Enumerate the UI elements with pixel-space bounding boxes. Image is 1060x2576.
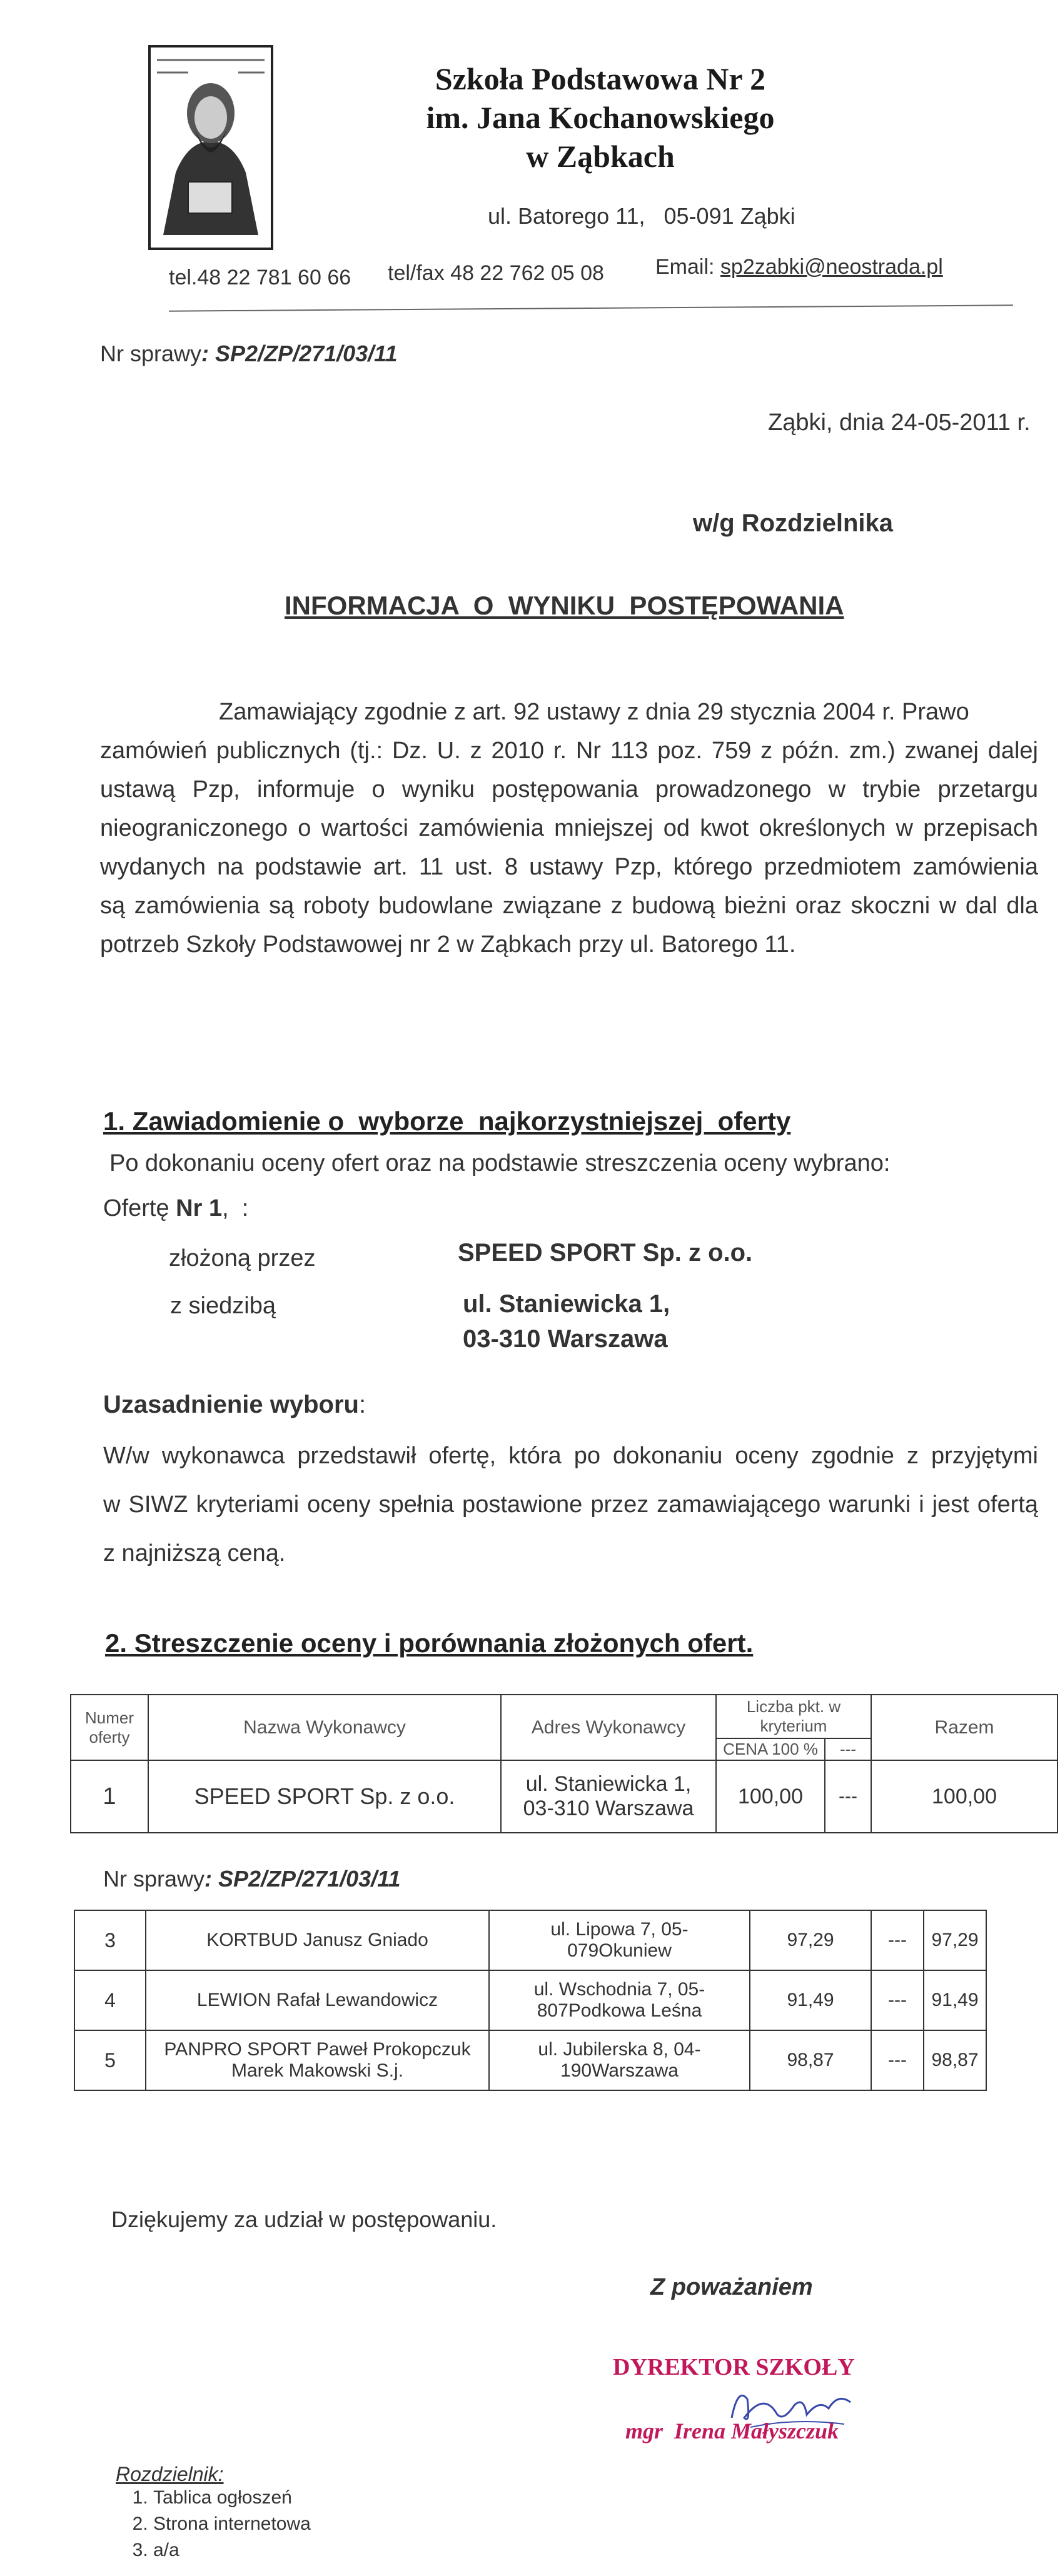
section1-lead: Po dokonaniu oceny ofert oraz na podstawie streszczenia oceny wybrano: <box>109 1150 891 1176</box>
cell-total: 91,49 <box>924 1970 986 2030</box>
offers-table-2 <box>74 1910 987 2091</box>
cell-price: 97,29 <box>750 1910 871 1970</box>
director-stamp-name: mgr Irena Małyszczuk <box>625 2418 839 2443</box>
submitted-by-label: złożoną przez <box>169 1245 316 1271</box>
justification-line: w SIWZ kryteriami oceny spełnia postawione przez zamawiającego warunki i jest ofertą <box>103 1491 1038 1518</box>
distribution-item: 3. a/a <box>153 2537 311 2563</box>
section2-title: 2. Streszczenie oceny i porównania złożonych ofert. <box>105 1628 754 1658</box>
offer-suffix: , : <box>222 1195 249 1221</box>
seat-line2: 03-310 Warszawa <box>463 1325 668 1353</box>
director-stamp-title: DYREKTOR SZKOŁY <box>613 2354 855 2380</box>
offer-prefix: Ofertę <box>103 1195 176 1221</box>
section1-title: 1. Zawiadomienie o wyborze najkorzystniejszej oferty <box>103 1106 791 1136</box>
cell-other: --- <box>871 1970 924 2030</box>
addressee: w/g Rozdzielnika <box>693 509 894 537</box>
cell-name: KORTBUD Janusz Gniado <box>146 1910 489 1970</box>
justification-text <box>103 1431 1038 1578</box>
cell-name: PANPRO SPORT Paweł Prokopczuk Marek Makowski S.j. <box>146 2030 489 2090</box>
cell-address: ul. Wschodnia 7, 05-807Podkowa Leśna <box>489 1970 750 2030</box>
submitted-by-value: SPEED SPORT Sp. z o.o. <box>458 1239 753 1266</box>
cell-price: 100,00 <box>716 1760 825 1833</box>
col-header-points: Liczba pkt. w kryterium <box>716 1695 871 1738</box>
justification-line: z najniższą ceną. <box>103 1540 286 1566</box>
table-header-row <box>71 1695 1057 1738</box>
case-number <box>100 341 398 367</box>
email-label: Email: <box>655 255 720 279</box>
school-telfax: tel/fax 48 22 762 05 08 <box>388 261 604 285</box>
thanks-text: Dziękujemy za udział w postępowaniu. <box>111 2207 497 2232</box>
place-date: Ząbki, dnia 24-05-2011 r. <box>768 409 1031 436</box>
cell-other: --- <box>825 1760 871 1833</box>
cell-total: 100,00 <box>871 1760 1057 1833</box>
school-name-line1: Szkoła Podstawowa Nr 2 <box>435 61 766 96</box>
intro-line: zamówień publicznych (tj.: Dz. U. z 2010 r. Nr 113 poz. 759 z późn. zm.) zwanej dalej <box>100 738 1038 764</box>
cell-other: --- <box>871 2030 924 2090</box>
distribution-item: 1. Tablica ogłoszeń <box>153 2485 311 2511</box>
intro-line: nieograniczonego o wartości zamówienia mniejszej od kwot określonych w przepisach <box>100 815 1038 841</box>
intro-paragraph <box>100 693 1038 964</box>
justification-colon: : <box>358 1391 366 1418</box>
case-number-value: : SP2/ZP/271/03/11 <box>201 341 398 366</box>
case-number-value: : SP2/ZP/271/03/11 <box>204 1866 401 1892</box>
col-header-address: Adres Wykonawcy <box>501 1695 716 1760</box>
cell-price: 98,87 <box>750 2030 871 2090</box>
intro-line: ustawą Pzp, informuje o wyniku postępowania prowadzonego w trybie przetargu <box>100 776 1038 803</box>
cell-number: 5 <box>74 2030 146 2090</box>
school-address: ul. Batorego 11, 05-091 Ząbki <box>488 203 795 229</box>
school-name <box>350 59 851 176</box>
distribution-item: 2. Strona internetowa <box>153 2511 311 2537</box>
intro-line: wydanych na podstawie art. 11 ust. 8 ustawy Pzp, którego przedmiotem zamówienia <box>100 854 1038 880</box>
cell-name: SPEED SPORT Sp. z o.o. <box>148 1760 501 1833</box>
offer-number: Nr 1 <box>176 1195 223 1221</box>
email-link[interactable]: sp2zabki@neostrada.pl <box>720 255 943 279</box>
school-tel: tel.48 22 781 60 66 <box>169 266 351 289</box>
cell-address: ul. Staniewicka 1, 03-310 Warszawa <box>501 1760 716 1833</box>
offers-table-1 <box>70 1694 1058 1833</box>
table-row <box>74 2030 986 2090</box>
letterhead-divider <box>169 304 1013 311</box>
col-header-total: Razem <box>871 1695 1057 1760</box>
justification-title-text: Uzasadnienie wyboru <box>103 1391 359 1418</box>
table-row <box>74 1910 986 1970</box>
school-name-line2: im. Jana Kochanowskiego <box>426 100 775 135</box>
distribution-list <box>119 2485 311 2563</box>
case-number-label: Nr sprawy <box>100 341 202 366</box>
distribution-title: Rozdzielnik: <box>116 2463 224 2485</box>
intro-line: potrzeb Szkoły Podstawowej nr 2 w Ząbkach przy ul. Batorego 11. <box>100 931 796 958</box>
school-name-line3: w Ząbkach <box>526 139 675 174</box>
intro-line: Zamawiający zgodnie z art. 92 ustawy z dnia 29 stycznia 2004 r. Prawo <box>219 699 969 725</box>
col-header-name: Nazwa Wykonawcy <box>148 1695 501 1760</box>
school-email-line <box>655 255 943 279</box>
case-number-repeat <box>103 1866 401 1892</box>
cell-address: ul. Lipowa 7, 05-079Okuniew <box>489 1910 750 1970</box>
seat-value <box>463 1286 670 1356</box>
case-number-label: Nr sprawy <box>103 1866 205 1892</box>
table-row <box>71 1760 1057 1833</box>
closing-text: Z poważaniem <box>650 2274 813 2300</box>
col-header-number: Numer oferty <box>71 1695 148 1760</box>
justification-title <box>103 1391 366 1419</box>
col-header-dash: --- <box>825 1738 871 1760</box>
cell-other: --- <box>871 1910 924 1970</box>
document-title: INFORMACJA O WYNIKU POSTĘPOWANIA <box>285 591 844 620</box>
cell-total: 97,29 <box>924 1910 986 1970</box>
cell-number: 3 <box>74 1910 146 1970</box>
table-row <box>74 1970 986 2030</box>
cell-total: 98,87 <box>924 2030 986 2090</box>
seat-line1: ul. Staniewicka 1, <box>463 1290 670 1318</box>
school-patron-portrait <box>148 45 273 250</box>
justification-line: W/w wykonawca przedstawił ofertę, która po dokonaniu oceny zgodnie z przyjętymi <box>103 1443 1038 1469</box>
selected-offer <box>103 1195 248 1222</box>
cell-number: 1 <box>71 1760 148 1833</box>
cell-price: 91,49 <box>750 1970 871 2030</box>
cell-name: LEWION Rafał Lewandowicz <box>146 1970 489 2030</box>
seat-label: z siedzibą <box>170 1293 276 1319</box>
cell-address: ul. Jubilerska 8, 04-190Warszawa <box>489 2030 750 2090</box>
intro-line: są zamówienia są roboty budowlane związane z budową bieżni oraz skoczni w dal dla <box>100 893 1038 919</box>
col-header-price: CENA 100 % <box>716 1738 825 1760</box>
cell-number: 4 <box>74 1970 146 2030</box>
